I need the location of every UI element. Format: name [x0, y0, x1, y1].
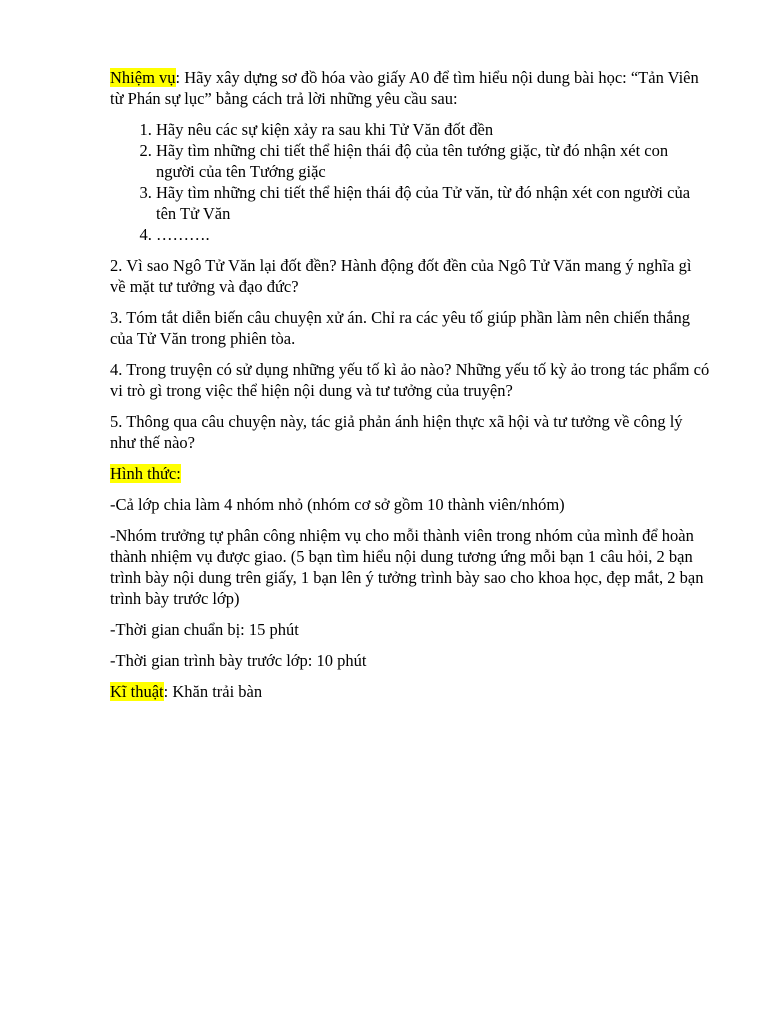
question-3: 3. Tóm tắt diễn biến câu chuyện xử án. Chỉ ra các yêu tố giúp phần làm nên chiến thắng của Tử Văn trong phiên tòa.	[110, 308, 691, 348]
form-label: Hình thức:	[110, 464, 181, 483]
form-heading	[110, 463, 710, 484]
question-4: 4. Trong truyện có sử dụng những yếu tố kì ảo nào? Những yếu tố kỳ ảo trong tác phẩm có vi trò gì trong việc thể hiện nội dung và tư tưởng của truyện?	[110, 360, 710, 400]
task-item: 2. Hãy tìm những chi tiết thể hiện thái độ của tên tướng giặc, từ đó nhận xét con người của tên Tướng giặc	[156, 140, 710, 182]
question-2: 2. Vì sao Ngô Tử Văn lại đốt đền? Hành động đốt đền của Ngô Tử Văn mang ý nghĩa gì về mặt tư tưởng và đạo đức?	[110, 256, 692, 296]
task-paragraph	[110, 67, 710, 109]
question-5: 5. Thông qua câu chuyện này, tác giả phản ánh hiện thực xã hội và tư tưởng về công lý như thế nào?	[110, 412, 683, 452]
task-item: 1. Hãy nêu các sự kiện xảy ra sau khi Tử Văn đốt đền	[156, 119, 710, 140]
document-page	[110, 67, 710, 712]
technique-value: : Khăn trải bàn	[163, 682, 263, 701]
form-line-prep-time: -Thời gian chuẩn bị: 15 phút	[110, 620, 299, 639]
task-label: Nhiệm vụ	[110, 68, 176, 87]
form-line-roles: -Nhóm trưởng tự phân công nhiệm vụ cho mỗi thành viên trong nhóm của mình để hoàn thành nhiệm vụ được giao. (5 bạn tìm hiểu nội dung tương ứng mỗi bạn 1 câu hỏi, 2 bạn trình bày nội dung trên giấy, 1 bạn lên ý tưởng trình bày sao cho khoa học, đẹp mắt, 2 bạn trình bày trước lớp)	[110, 526, 704, 608]
task-intro: : Hãy xây dựng sơ đồ hóa vào giấy A0 để tìm hiểu nội dung bài học: “Tản Viên từ Phán sự lục” bằng cách trả lời những yêu cầu sau:	[110, 68, 699, 108]
technique-paragraph	[110, 681, 710, 702]
task-list	[110, 119, 710, 245]
task-item: 4. ……….	[156, 224, 710, 245]
form-line-groups: -Cả lớp chia làm 4 nhóm nhỏ (nhóm cơ sở gồm 10 thành viên/nhóm)	[110, 495, 565, 514]
form-line-present-time: -Thời gian trình bày trước lớp: 10 phút	[110, 651, 367, 670]
technique-label: Kĩ thuật	[110, 682, 164, 701]
task-item: 3. Hãy tìm những chi tiết thể hiện thái độ của Tử văn, từ đó nhận xét con người của tên Tử Văn	[156, 182, 710, 224]
